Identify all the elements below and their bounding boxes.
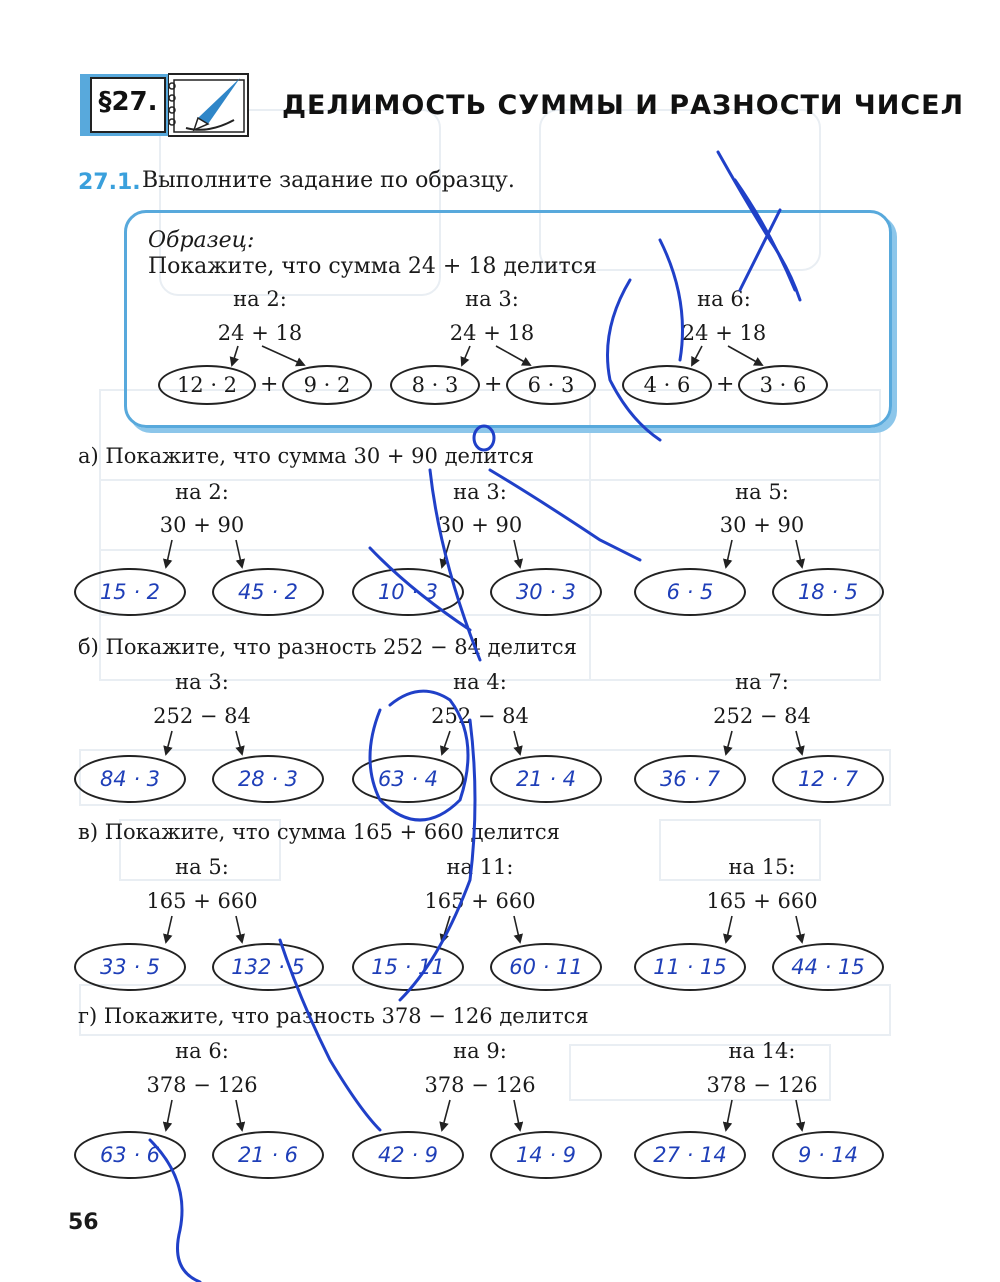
sample-factor-ellipse — [158, 365, 256, 405]
answer-ellipse[interactable] — [352, 943, 464, 991]
divisor-label: на 6: — [175, 1039, 229, 1063]
plus-sign: + — [716, 372, 735, 397]
handwritten-answer: 30 · 3 — [515, 580, 577, 604]
divisor-label: на 15: — [728, 855, 796, 879]
divisor-label: на 14: — [728, 1039, 796, 1063]
expression: 30 + 90 — [159, 513, 245, 537]
handwritten-answer: 84 · 3 — [99, 767, 161, 791]
sample-factor-text: 4 · 6 — [643, 373, 691, 397]
answer-ellipse[interactable] — [634, 568, 746, 616]
answer-ellipse[interactable] — [490, 943, 602, 991]
answer-ellipse[interactable] — [212, 943, 324, 991]
answer-ellipse[interactable] — [634, 943, 746, 991]
divisor-label: на 4: — [453, 670, 507, 694]
handwritten-answer: 60 · 11 — [509, 955, 583, 979]
handwritten-answer: 14 · 9 — [515, 1143, 577, 1167]
answer-ellipse[interactable] — [490, 1131, 602, 1179]
answer-ellipse[interactable] — [212, 1131, 324, 1179]
handwritten-answer: 18 · 5 — [797, 580, 859, 604]
expression: 165 + 660 — [706, 889, 818, 913]
answer-ellipse[interactable] — [212, 755, 324, 803]
handwritten-answer: 27 · 14 — [653, 1143, 727, 1167]
exercise-c-prompt: в) Покажите, что сумма 165 + 660 делится — [78, 820, 560, 844]
sample-expression: 24 + 18 — [681, 321, 767, 345]
sample-factor-ellipse — [282, 365, 372, 405]
answer-ellipse[interactable] — [772, 755, 884, 803]
handwritten-answer: 45 · 2 — [237, 580, 299, 604]
expression: 30 + 90 — [719, 513, 805, 537]
handwritten-answer: 28 · 3 — [237, 767, 299, 791]
sample-factor-ellipse — [390, 365, 480, 405]
sample-factor-ellipse — [506, 365, 596, 405]
expression: 252 − 84 — [431, 704, 529, 728]
sample-prompt: Покажите, что сумма 24 + 18 делится — [148, 254, 597, 279]
sample-expression: 24 + 18 — [449, 321, 535, 345]
plus-sign: + — [260, 372, 279, 397]
handwritten-answer: 63 · 6 — [99, 1143, 161, 1167]
expression: 378 − 126 — [424, 1073, 536, 1097]
handwritten-answer: 10 · 3 — [377, 580, 439, 604]
handwritten-answer: 21 · 6 — [237, 1143, 299, 1167]
answer-ellipse[interactable] — [352, 1131, 464, 1179]
answer-ellipse[interactable] — [634, 755, 746, 803]
answer-ellipse[interactable] — [352, 568, 464, 616]
sample-label: Образец: — [148, 228, 255, 253]
sample-factor-text: 6 · 3 — [527, 373, 575, 397]
handwritten-answer: 42 · 9 — [377, 1143, 439, 1167]
answer-ellipse[interactable] — [74, 943, 186, 991]
section-number: §27. — [98, 87, 158, 117]
expression: 165 + 660 — [146, 889, 258, 913]
sample-expression: 24 + 18 — [217, 321, 303, 345]
sample-factor-text: 9 · 2 — [303, 373, 351, 397]
task-number: 27.1. — [78, 170, 141, 195]
divisor-label: на 5: — [175, 855, 229, 879]
expression: 252 − 84 — [153, 704, 251, 728]
answer-ellipse[interactable] — [74, 1131, 186, 1179]
handwritten-answer: 9 · 14 — [797, 1143, 859, 1167]
expression: 378 − 126 — [146, 1073, 258, 1097]
expression: 378 − 126 — [706, 1073, 818, 1097]
answer-ellipse[interactable] — [352, 755, 464, 803]
answer-ellipse[interactable] — [772, 568, 884, 616]
divisor-label: на 3: — [453, 480, 507, 504]
sample-factor-text: 12 · 2 — [176, 373, 238, 397]
sample-divisor-label: на 2: — [233, 287, 287, 311]
handwritten-answer: 21 · 4 — [515, 767, 577, 791]
divisor-label: на 5: — [735, 480, 789, 504]
expression: 165 + 660 — [424, 889, 536, 913]
divisor-label: на 11: — [446, 855, 514, 879]
handwritten-answer: 11 · 15 — [653, 955, 727, 979]
task-instruction: Выполните задание по образцу. — [142, 168, 515, 193]
handwritten-answer: 15 · 11 — [371, 955, 445, 979]
handwritten-answer: 12 · 7 — [797, 767, 859, 791]
answer-ellipse[interactable] — [772, 943, 884, 991]
plus-sign: + — [484, 372, 503, 397]
sample-factor-text: 3 · 6 — [759, 373, 807, 397]
handwritten-answer: 33 · 5 — [99, 955, 161, 979]
page-number: 56 — [68, 1210, 99, 1235]
answer-ellipse[interactable] — [490, 568, 602, 616]
divisor-label: на 3: — [175, 670, 229, 694]
sample-factor-text: 8 · 3 — [411, 373, 459, 397]
exercise-b-prompt: б) Покажите, что разность 252 − 84 делится — [78, 635, 577, 659]
handwritten-answer: 15 · 2 — [99, 580, 161, 604]
handwritten-answer: 63 · 4 — [377, 767, 439, 791]
sample-factor-ellipse — [622, 365, 712, 405]
exercise-d-prompt: г) Покажите, что разность 378 − 126 делится — [78, 1004, 589, 1028]
answer-ellipse[interactable] — [634, 1131, 746, 1179]
sample-divisor-label: на 3: — [465, 287, 519, 311]
answer-ellipse[interactable] — [772, 1131, 884, 1179]
divisor-label: на 2: — [175, 480, 229, 504]
handwritten-answer: 44 · 15 — [791, 955, 865, 979]
answer-ellipse[interactable] — [74, 755, 186, 803]
answer-ellipse[interactable] — [212, 568, 324, 616]
expression: 252 − 84 — [713, 704, 811, 728]
handwritten-answer: 6 · 5 — [666, 580, 714, 604]
sample-divisor-label: на 6: — [697, 287, 751, 311]
exercise-a-prompt: а) Покажите, что сумма 30 + 90 делится — [78, 444, 534, 468]
notebook-pen-icon — [168, 72, 254, 138]
handwritten-answer: 36 · 7 — [659, 767, 721, 791]
divisor-label: на 7: — [735, 670, 789, 694]
divisor-label: на 9: — [453, 1039, 507, 1063]
sample-factor-ellipse — [738, 365, 828, 405]
page-title: ДЕЛИМОСТЬ СУММЫ И РАЗНОСТИ ЧИСЕЛ — [282, 90, 965, 121]
handwritten-answer: 132 · 5 — [231, 955, 305, 979]
answer-ellipse[interactable] — [490, 755, 602, 803]
expression: 30 + 90 — [437, 513, 523, 537]
answer-ellipse[interactable] — [74, 568, 186, 616]
